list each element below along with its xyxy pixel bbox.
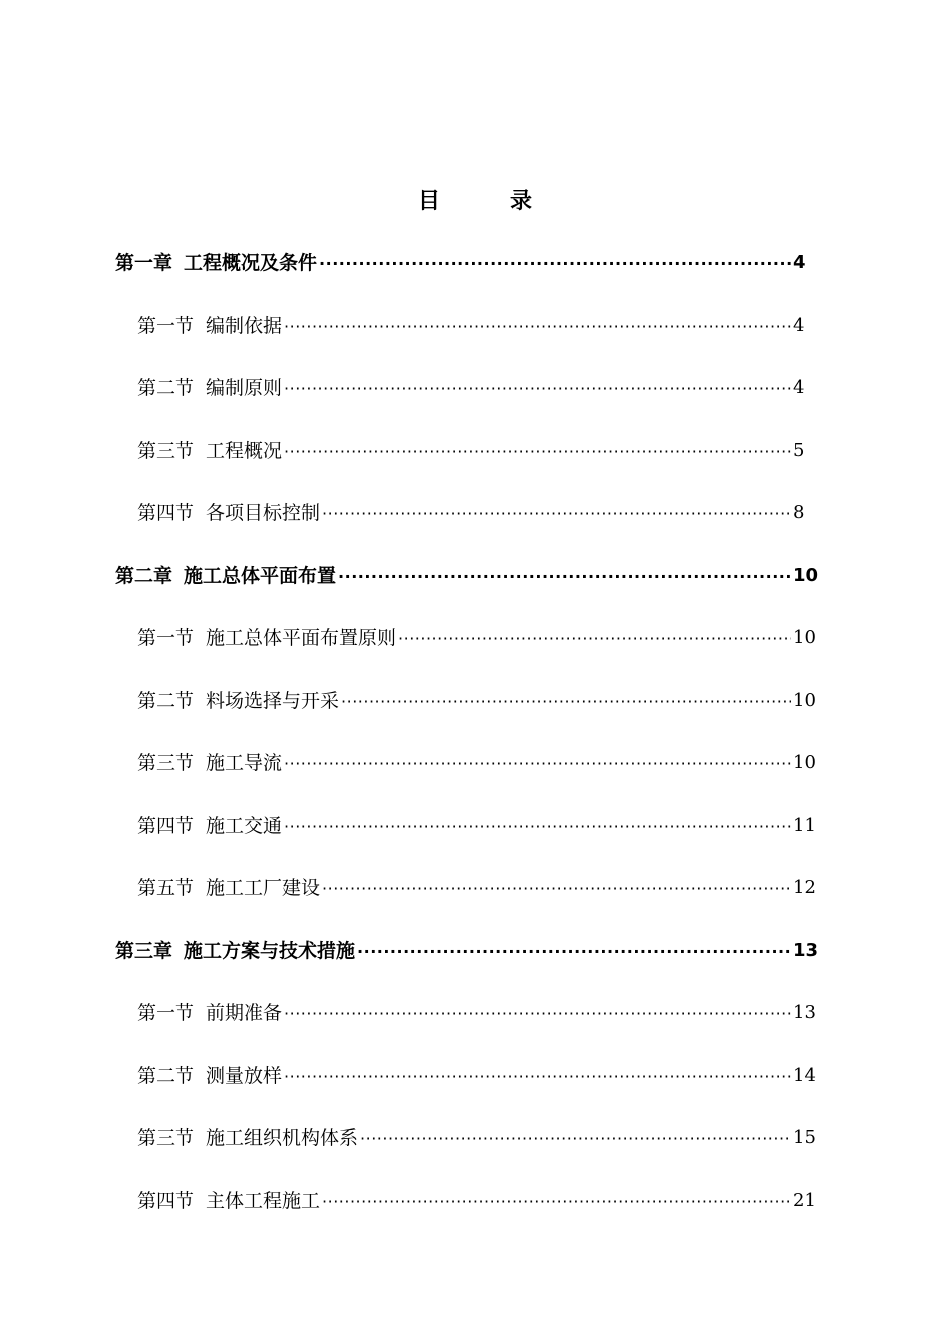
toc-entry-text: 工程概况及条件: [184, 252, 318, 274]
toc-entry-page: 10: [793, 627, 816, 648]
toc-entry-text: 各项目标控制: [206, 502, 321, 524]
toc-entry-label: [115, 243, 317, 283]
toc-entry-text: 前期准备: [206, 1002, 283, 1024]
toc-entry-label: [137, 1118, 358, 1158]
toc-title: 目 录: [417, 189, 556, 214]
toc-chapter-1[interactable]: [0, 243, 950, 306]
toc-entry-label: [137, 368, 282, 408]
toc-entry-number: 第五节: [137, 877, 195, 899]
toc-entry-label: [137, 681, 339, 721]
toc-entry-page: 10: [793, 564, 819, 586]
toc-section-2-5[interactable]: [0, 868, 950, 931]
toc-entry-label: [137, 868, 320, 908]
toc-entry-text: 施工总体平面布置: [184, 564, 337, 587]
dot-leader: [360, 1118, 791, 1158]
toc-chapter-2[interactable]: [0, 556, 950, 619]
dot-leader: [284, 993, 791, 1033]
toc-entry-text: 测量放样: [206, 1064, 283, 1087]
toc-entry-page: 4: [793, 252, 806, 273]
dot-leader: [284, 743, 791, 783]
toc-entry-text: 主体工程施工: [206, 1189, 321, 1212]
dot-leader: [284, 431, 791, 471]
toc-entry-page: 21: [793, 1189, 816, 1211]
toc-entry-page: 15: [793, 1127, 816, 1148]
toc-entry-number: 第二节: [137, 689, 195, 712]
toc-entry-page: 10: [793, 689, 816, 711]
dot-leader: [284, 306, 791, 346]
toc-section-3-2[interactable]: [0, 1056, 950, 1119]
toc-entry-page: 4: [793, 377, 805, 398]
toc-list: [0, 243, 950, 1243]
toc-entry-text: 工程概况: [206, 439, 283, 462]
toc-entry-number: 第一章: [115, 252, 173, 274]
dot-leader: [338, 556, 791, 596]
toc-entry-number: 第三节: [137, 439, 195, 462]
toc-entry-number: 第一节: [137, 314, 195, 337]
toc-section-3-1[interactable]: [0, 993, 950, 1056]
dot-leader: [341, 681, 791, 721]
toc-entry-page: 13: [793, 1002, 816, 1023]
toc-entry-label: [115, 931, 355, 971]
toc-entry-text: 施工方案与技术措施: [184, 939, 356, 962]
toc-entry-page: 10: [793, 752, 816, 773]
toc-entry-number: 第四节: [137, 814, 195, 837]
toc-entry-number: 第三章: [115, 939, 173, 962]
dot-leader: [398, 618, 791, 658]
toc-entry-number: 第二节: [137, 377, 195, 399]
dot-leader: [322, 868, 791, 908]
toc-entry-text: 施工导流: [206, 752, 283, 774]
toc-entry-number: 第四节: [137, 502, 195, 524]
toc-entry-number: 第三节: [137, 752, 195, 774]
toc-entry-label: [137, 1181, 320, 1221]
toc-entry-text: 施工总体平面布置原则: [206, 627, 397, 649]
toc-entry-page: 11: [793, 814, 816, 836]
toc-entry-label: [137, 1056, 282, 1096]
dot-leader: [284, 806, 791, 846]
dot-leader: [319, 243, 791, 283]
toc-section-1-4[interactable]: [0, 493, 950, 556]
toc-section-2-1[interactable]: [0, 618, 950, 681]
toc-section-1-2[interactable]: [0, 368, 950, 431]
toc-entry-label: [137, 493, 320, 533]
toc-entry-page: 13: [793, 939, 819, 961]
toc-entry-number: 第三节: [137, 1127, 195, 1149]
toc-entry-number: 第一节: [137, 627, 195, 649]
toc-entry-number: 第二节: [137, 1064, 195, 1087]
toc-entry-label: [137, 618, 396, 658]
toc-entry-page: 8: [793, 502, 805, 523]
toc-section-1-1[interactable]: [0, 306, 950, 369]
toc-entry-number: 第四节: [137, 1189, 195, 1212]
dot-leader: [284, 368, 791, 408]
toc-section-2-2[interactable]: [0, 681, 950, 744]
toc-section-3-4[interactable]: [0, 1181, 950, 1244]
toc-entry-label: [137, 431, 282, 471]
dot-leader: [357, 931, 791, 971]
toc-entry-page: 12: [793, 877, 816, 898]
toc-entry-number: 第二章: [115, 564, 173, 587]
toc-entry-label: [137, 306, 282, 346]
toc-entry-text: 施工组织机构体系: [206, 1127, 359, 1149]
toc-entry-label: [115, 556, 336, 596]
toc-entry-text: 编制依据: [206, 314, 283, 337]
toc-entry-text: 施工工厂建设: [206, 877, 321, 899]
toc-entry-page: 4: [793, 314, 805, 336]
toc-entry-page: 5: [793, 439, 805, 461]
dot-leader: [322, 1181, 791, 1221]
toc-entry-text: 施工交通: [206, 814, 283, 837]
toc-section-2-3[interactable]: [0, 743, 950, 806]
toc-entry-page: 14: [793, 1064, 816, 1086]
dot-leader: [322, 493, 791, 533]
toc-section-1-3[interactable]: [0, 431, 950, 494]
toc-section-2-4[interactable]: [0, 806, 950, 869]
toc-chapter-3[interactable]: [0, 931, 950, 994]
toc-entry-label: [137, 993, 282, 1033]
toc-entry-text: 料场选择与开采: [206, 689, 340, 712]
toc-entry-label: [137, 806, 282, 846]
dot-leader: [284, 1056, 791, 1096]
toc-entry-text: 编制原则: [206, 377, 283, 399]
toc-entry-label: [137, 743, 282, 783]
toc-section-3-3[interactable]: [0, 1118, 950, 1181]
toc-entry-number: 第一节: [137, 1002, 195, 1024]
